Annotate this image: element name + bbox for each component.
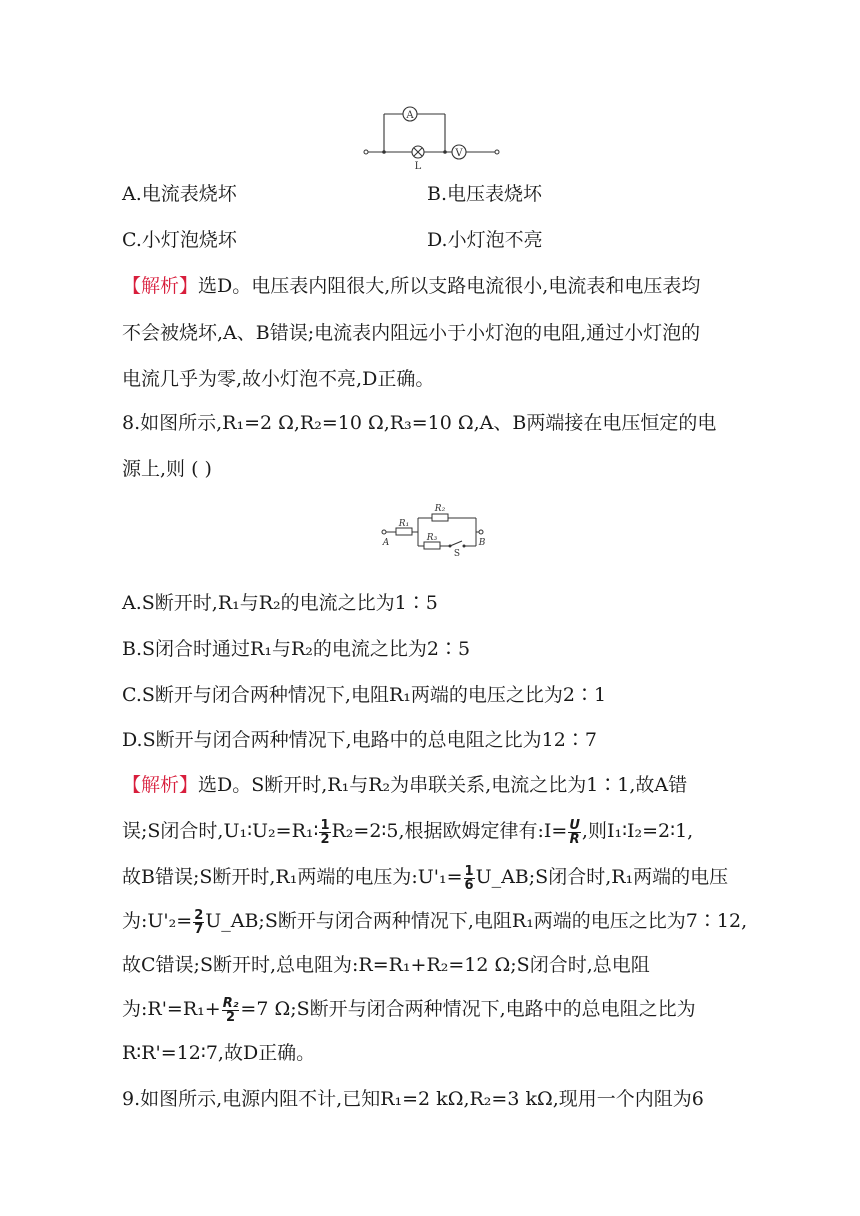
fraction-numerator: 1 bbox=[320, 817, 330, 833]
q7-circuit-figure bbox=[360, 100, 505, 172]
q7-option-b: B.电压表烧坏 bbox=[427, 183, 543, 205]
q8-stem-line-2: 源上,则 ( ) bbox=[122, 458, 212, 480]
q8-analysis-tag: 【解析】 bbox=[122, 774, 199, 796]
q9-stem-line-1: 9.如图所示,电源内阻不计,已知R₁=2 kΩ,R₂=3 kΩ,现用一个内阻为6 bbox=[122, 1088, 704, 1110]
fraction-denominator: 6 bbox=[464, 877, 474, 893]
fraction-two-sevenths bbox=[193, 909, 204, 936]
q8-analysis-text-3b: U_AB;S闭合时,R₁两端的电压 bbox=[475, 866, 729, 888]
q7-option-a: A.电流表烧坏 bbox=[122, 183, 237, 205]
q8-analysis-text-6a: 为:R'=R₁+ bbox=[122, 998, 221, 1020]
lamp-label: L bbox=[414, 161, 422, 172]
q8-analysis-text-4a: 为:U'₂= bbox=[122, 910, 193, 932]
q7-analysis-line-2: 不会被烧坏,A、B错误;电流表内阻远小于小灯泡的电阻,通过小灯泡的 bbox=[122, 322, 701, 344]
r2-label: R₂ bbox=[434, 504, 446, 514]
fraction-numerator bbox=[222, 997, 240, 1011]
q8-analysis-line-1 bbox=[122, 772, 687, 798]
q8-analysis-text-2a: 误;S闭合时,U₁∶U₂=R₁∶ bbox=[122, 820, 319, 842]
q8-analysis-text-6b: =7 Ω;S断开与闭合两种情况下,电路中的总电阻之比为 bbox=[240, 998, 696, 1020]
q7-analysis-line-1 bbox=[122, 273, 700, 299]
q8-option-d: D.S断开与闭合两种情况下,电路中的总电阻之比为12∶7 bbox=[122, 729, 597, 751]
q8-analysis-line-5: 故C错误;S断开时,总电阻为:R=R₁+R₂=12 Ω;S闭合时,总电阻 bbox=[122, 954, 650, 976]
q8-stem-line-1: 8.如图所示,R₁=2 Ω,R₂=10 Ω,R₃=10 Ω,A、B两端接在电压恒定的电 bbox=[122, 412, 717, 434]
fraction-denominator bbox=[568, 833, 581, 846]
fraction-numerator: 2 bbox=[194, 907, 204, 923]
q7-analysis-tag: 【解析】 bbox=[122, 275, 199, 297]
q8-analysis-text-2c: ,则I₁∶I₂=2∶1, bbox=[581, 820, 694, 842]
fraction-denominator: 2 bbox=[320, 831, 330, 847]
fraction-denominator-text: R bbox=[569, 831, 580, 847]
q8-circuit-figure bbox=[378, 496, 488, 558]
fraction-one-sixth bbox=[464, 865, 475, 892]
q8-analysis-text-4b: U_AB;S断开与闭合两种情况下,电阻R₁两端的电压之比为7∶12, bbox=[205, 910, 748, 932]
terminal-a-label: A bbox=[382, 538, 390, 548]
q8-analysis-text-2b: R₂=2∶5,根据欧姆定律有:I= bbox=[331, 820, 568, 842]
fraction-numerator-text: U bbox=[569, 817, 580, 833]
switch-label: S bbox=[453, 549, 461, 558]
q7-option-c: C.小灯泡烧坏 bbox=[122, 229, 237, 251]
q8-analysis-line-3 bbox=[122, 864, 728, 892]
r1-label: R₁ bbox=[398, 519, 410, 529]
fraction-numerator bbox=[568, 819, 581, 833]
q8-option-b: B.S闭合时通过R₁与R₂的电流之比为2∶5 bbox=[122, 638, 471, 660]
q8-analysis-line-6 bbox=[122, 996, 696, 1024]
fraction-r2-over-2 bbox=[222, 997, 240, 1024]
voltmeter-label: V bbox=[455, 148, 463, 159]
fraction-numerator: 1 bbox=[464, 863, 474, 879]
q8-analysis-line-2 bbox=[122, 818, 693, 846]
q7-options-row-2 bbox=[122, 227, 543, 253]
q7-analysis-text-1: 选D。电压表内阻很大,所以支路电流很小,电流表和电压表均 bbox=[198, 275, 701, 297]
fraction-numerator-text: R₂ bbox=[222, 995, 239, 1011]
fraction-denominator: 2 bbox=[226, 1009, 236, 1025]
terminal-b-label: B bbox=[478, 538, 486, 548]
fraction-u-over-r bbox=[568, 819, 581, 846]
q8-analysis-text-1: 选D。S断开时,R₁与R₂为串联关系,电流之比为1∶1,故A错 bbox=[198, 774, 688, 796]
q8-analysis-text-3a: 故B错误;S断开时,R₁两端的电压为:U'₁= bbox=[122, 866, 463, 888]
q8-analysis-line-7: R∶R'=12∶7,故D正确。 bbox=[122, 1042, 316, 1064]
q8-option-c: C.S断开与闭合两种情况下,电阻R₁两端的电压之比为2∶1 bbox=[122, 684, 607, 706]
q7-option-d: D.小灯泡不亮 bbox=[427, 229, 543, 251]
fraction-one-half bbox=[319, 819, 330, 846]
q8-analysis-line-4 bbox=[122, 908, 747, 936]
q7-options-row-1 bbox=[122, 181, 543, 207]
q8-option-a: A.S断开时,R₁与R₂的电流之比为1∶5 bbox=[122, 592, 438, 614]
q7-analysis-line-3: 电流几乎为零,故小灯泡不亮,D正确。 bbox=[122, 368, 435, 390]
fraction-denominator: 7 bbox=[194, 921, 204, 937]
r3-label: R₃ bbox=[426, 533, 438, 543]
ammeter-label: A bbox=[406, 110, 414, 121]
